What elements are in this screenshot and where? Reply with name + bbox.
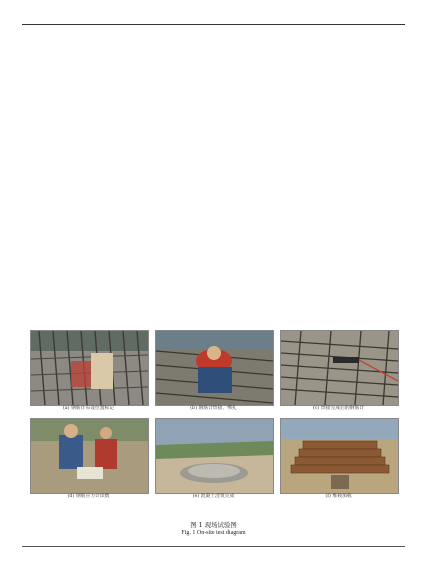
photo-caption-d: (d) 钢筋应力计读数 [67, 494, 110, 499]
running-header [22, 10, 405, 24]
header-rule [22, 24, 405, 25]
footer-rule [22, 546, 405, 547]
photo-caption-a: (a) 钢筋计布设位置标记 [62, 406, 115, 411]
figure-caption-english: Fig. 1 On-site test diagram [181, 530, 246, 536]
photo-caption-e: (e) 混凝土浇筑完成 [192, 494, 235, 499]
photo-strain-reading [30, 418, 149, 494]
photo-caption-b: (b) 钢筋计焊接、绑扎 [190, 406, 237, 411]
photo-caption-c: (c) 焊接完成后的钢筋计 [312, 406, 365, 411]
photo-gauge-welding [155, 330, 274, 406]
body-column-left [23, 29, 203, 329]
photo-concrete-poured [155, 418, 274, 494]
photo-surcharge-loading [280, 418, 399, 494]
figure-caption-chinese: 图 1 现场试验图 [190, 521, 237, 529]
photo-caption-f: (f) 堆载加载 [325, 494, 352, 499]
photo-rebar-marking [30, 330, 149, 406]
body-column-right [216, 29, 396, 329]
field-test-figure [30, 330, 398, 510]
photo-completed-gauge [280, 330, 399, 406]
